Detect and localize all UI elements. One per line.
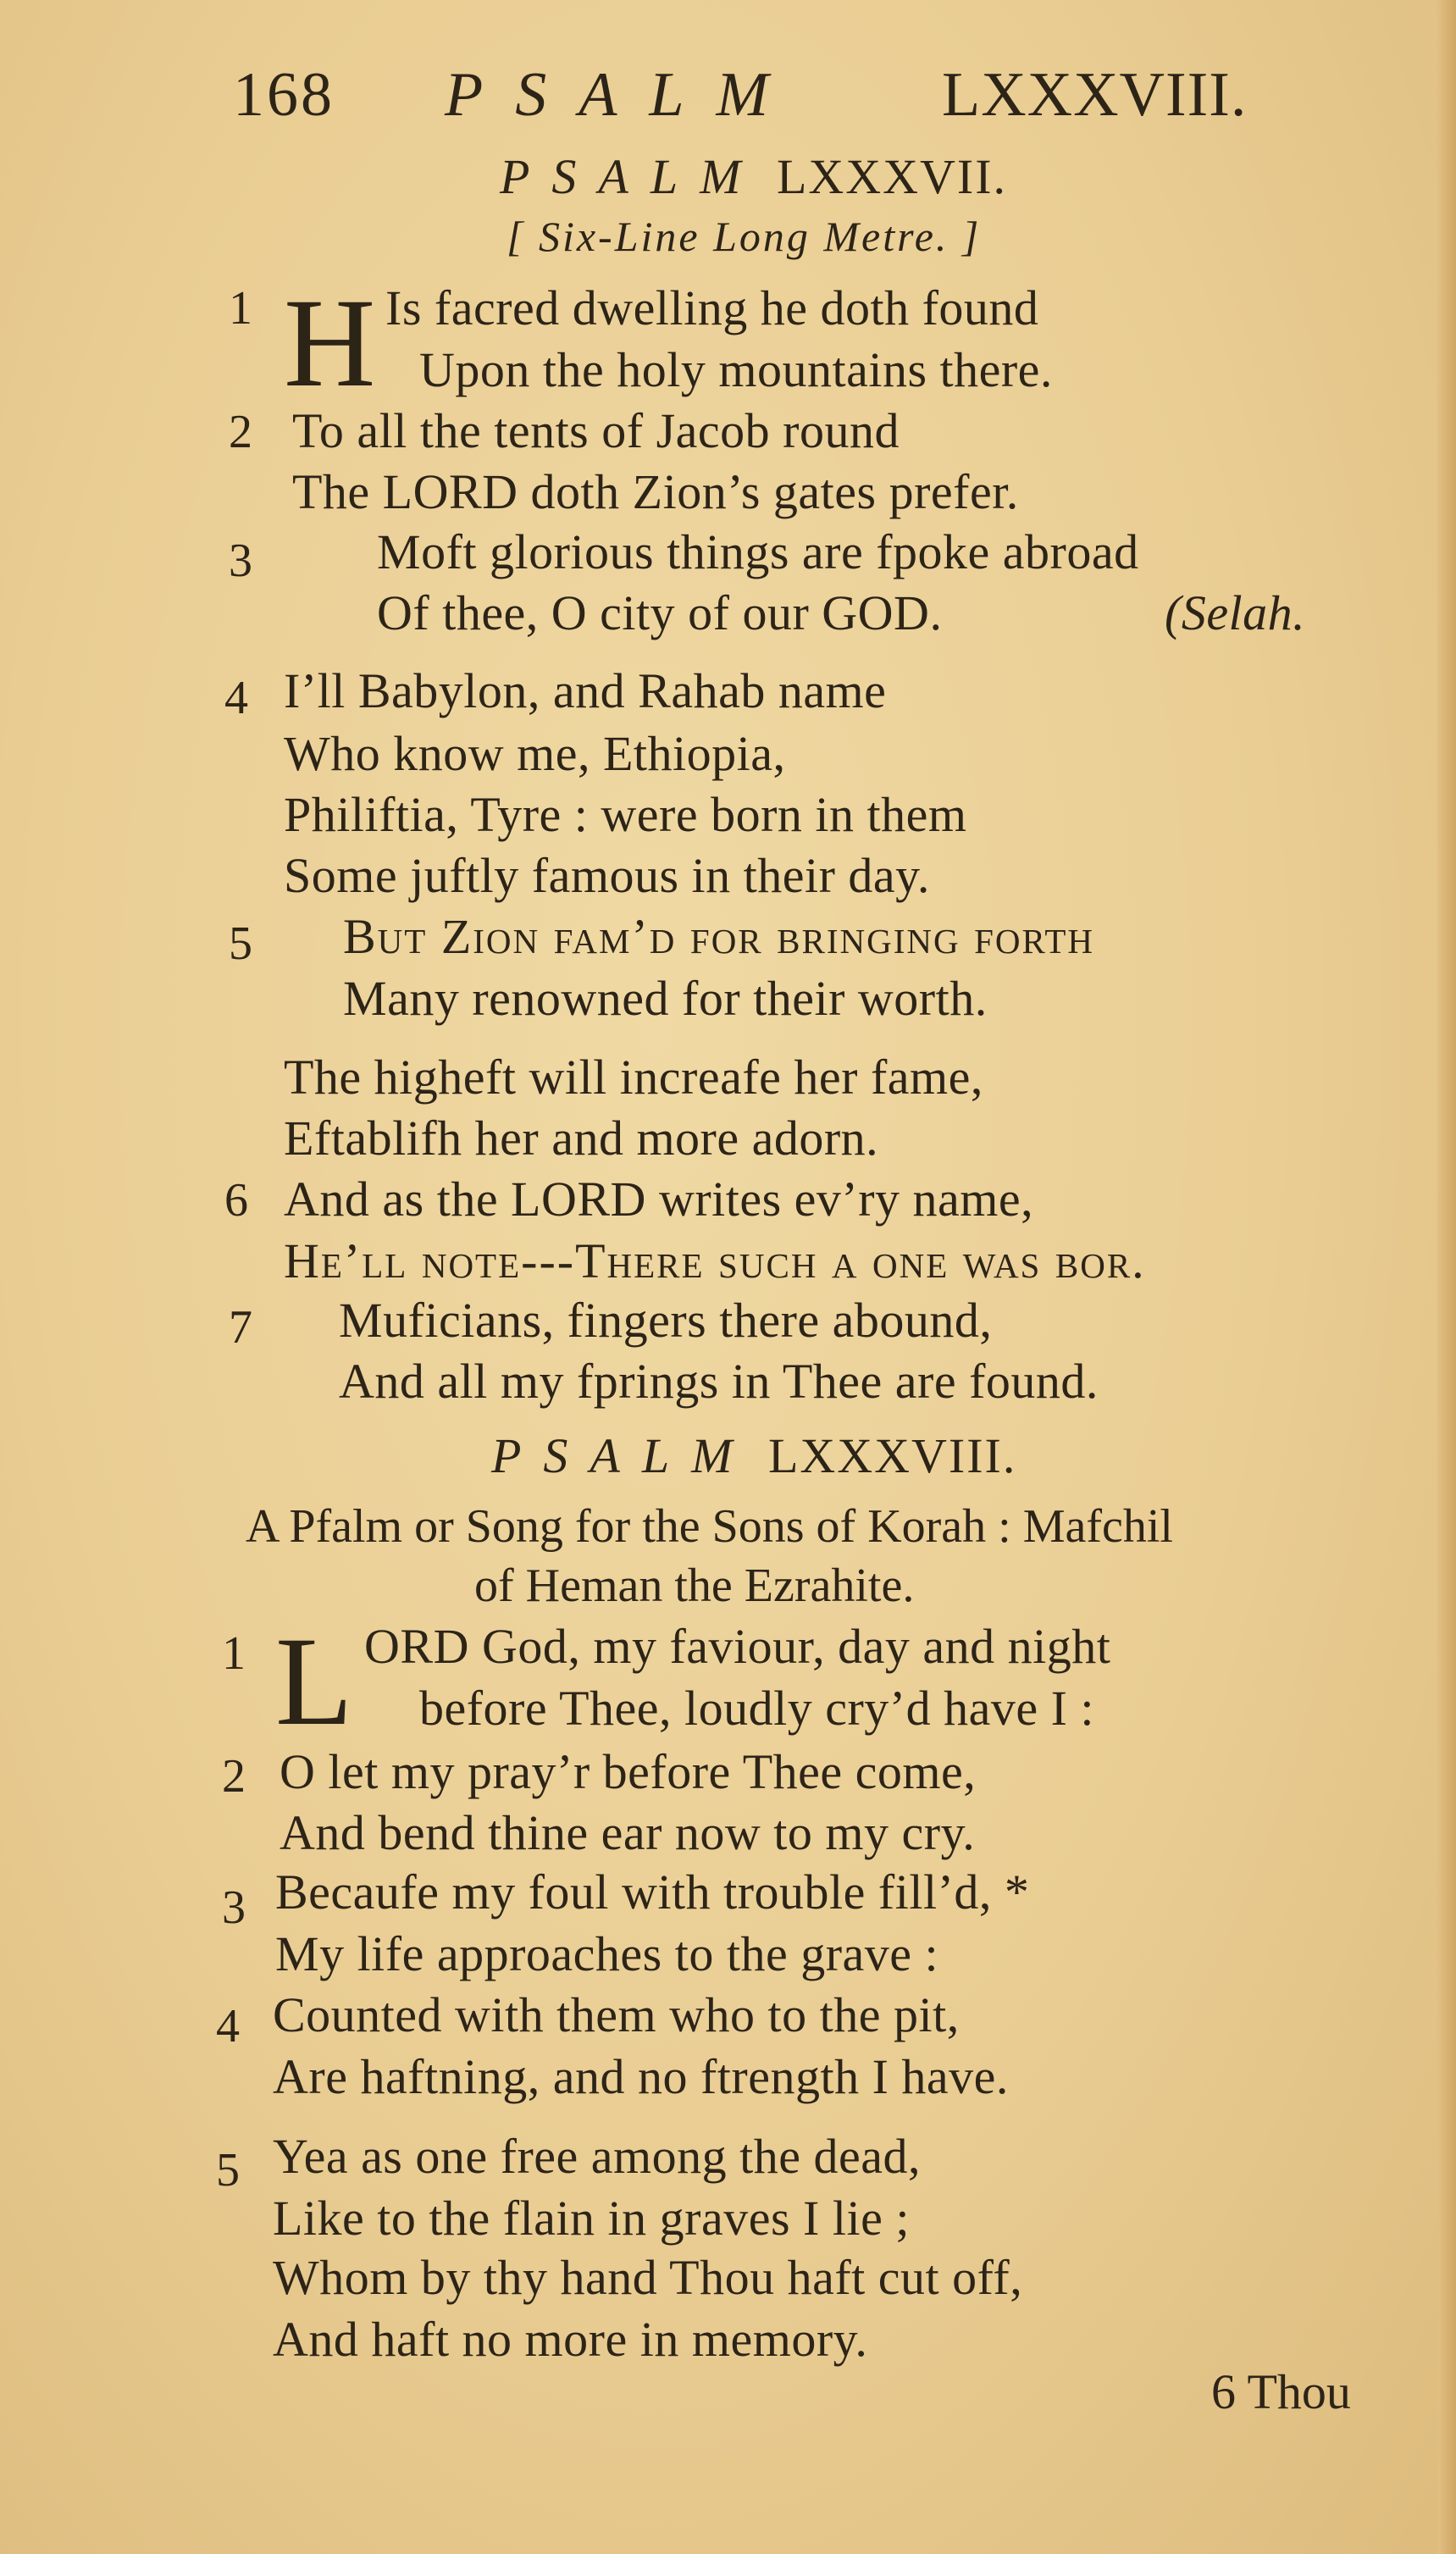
drop-cap: H [284, 273, 376, 413]
selah: (Selah. [1165, 585, 1306, 640]
verse-number: 3 [229, 535, 252, 587]
verse-line: Muficians, fingers there abound, [339, 1293, 993, 1348]
running-head-psalm: PSALM [445, 60, 801, 130]
page-number: 168 [233, 60, 335, 130]
verse-line: Is facred dwelling he doth found [385, 280, 1039, 335]
psalm-87-heading [500, 148, 1007, 205]
psalm-88-heading [491, 1427, 1016, 1484]
drop-cap: L [275, 1611, 353, 1752]
verse-line: Moft glorious things are fpoke abroad [377, 524, 1139, 579]
verse-line: The LORD doth Zion’s gates prefer. [292, 464, 1019, 519]
verse-number: 4 [224, 672, 248, 724]
verse-line: And bend thine ear now to my cry. [280, 1805, 976, 1860]
psalm-88-subtitle-1: A Pfalm or Song for the Sons of Korah : Mafchil [246, 1500, 1173, 1553]
verse-line: Like to the flain in graves I lie ; [273, 2191, 910, 2246]
verse-line: I’ll Babylon, and Rahab name [284, 663, 887, 718]
verse-line: To all the tents of Jacob round [292, 403, 900, 458]
verse-line: before Thee, loudly cry’d have I : [419, 1681, 1094, 1736]
verse-number: 2 [229, 406, 252, 458]
catchword: 6 Thou [1211, 2364, 1351, 2419]
psalm-88-number: LXXXVIII. [767, 1428, 1017, 1483]
verse-line: Who know me, Ethiopia, [284, 726, 786, 781]
verse-line: Counted with them who to the pit, [273, 1987, 960, 2042]
verse-number: 4 [216, 2000, 240, 2053]
verse-line: And as the LORD writes ev’ry name, [284, 1172, 1034, 1227]
verse-line: He’ll note---There such a one was bor. [284, 1233, 1146, 1288]
verse-number: 1 [222, 1627, 246, 1680]
verse-line: My life approaches to the grave : [275, 1926, 939, 1981]
verse-line: Many renowned for their worth. [343, 971, 988, 1026]
page-edge [1437, 0, 1456, 2554]
psalm-88-word: PSALM [491, 1428, 755, 1483]
verse-line: Yea as one free among the dead, [273, 2129, 921, 2184]
verse-line: Upon the holy mountains there. [419, 342, 1053, 397]
verse-line: O let my pray’r before Thee come, [280, 1744, 977, 1799]
verse-line: Are haftning, and no ftrength I have. [273, 2049, 1009, 2104]
running-head-number: LXXXVIII. [942, 60, 1248, 130]
verse-line: Philiftia, Tyre : were born in them [284, 787, 967, 842]
verse-number: 2 [222, 1750, 246, 1803]
running-head [0, 51, 1456, 144]
verse-line: Eftablifh her and more adorn. [284, 1111, 879, 1166]
verse-line: ORD God, my faviour, day and night [364, 1619, 1111, 1674]
verse-number: 3 [222, 1881, 246, 1934]
metre-label: [ Six-Line Long Metre. ] [507, 213, 982, 260]
verse-line: Of thee, O city of our GOD. [377, 585, 943, 640]
verse-number: 7 [229, 1301, 252, 1354]
verse-number: 6 [224, 1174, 248, 1227]
verse-line: Whom by thy hand Thou haft cut off, [273, 2250, 1023, 2305]
verse-line: Some juftly famous in their day. [284, 848, 930, 903]
psalm-87-word: PSALM [500, 149, 763, 204]
psalm-87-number: LXXXVII. [776, 149, 1008, 204]
verse-number: 5 [216, 2144, 240, 2197]
verse-line: The higheft will increafe her fame, [284, 1050, 983, 1105]
verse-number: 5 [229, 917, 252, 970]
verse-number: 1 [229, 282, 252, 335]
verse-line: Becaufe my foul with trouble fill’d, * [275, 1864, 1030, 1920]
verse-line: And all my fprings in Thee are found. [339, 1354, 1099, 1409]
psalm-88-subtitle-2: of Heman the Ezrahite. [474, 1560, 915, 1612]
verse-line: But Zion fam’d for bringing forth [343, 909, 1095, 964]
verse-line: And haft no more in memory. [273, 2312, 868, 2367]
